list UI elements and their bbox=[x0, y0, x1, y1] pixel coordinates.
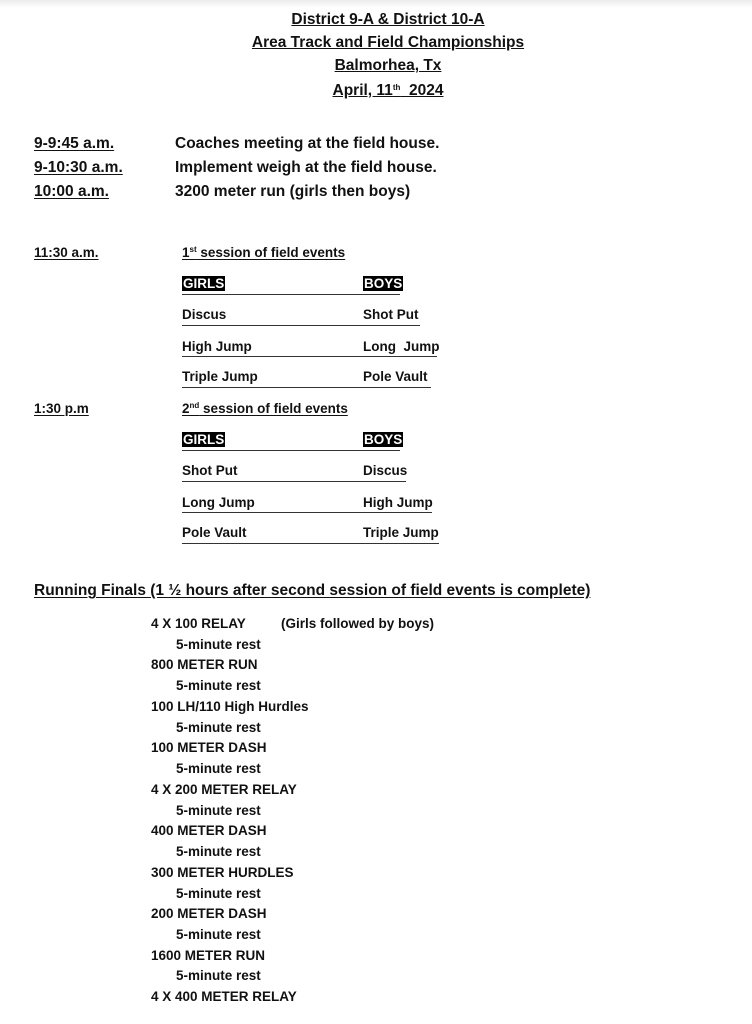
session2-time: 1:30 p.m bbox=[34, 401, 89, 416]
session1-header-rule bbox=[182, 294, 400, 295]
rest-item: 5-minute rest bbox=[176, 761, 261, 776]
running-finals-note: (Girls followed by boys) bbox=[281, 616, 435, 631]
session2-row-rule bbox=[182, 481, 406, 482]
desc-coaches-meeting: Coaches meeting at the field house. bbox=[175, 135, 440, 152]
session2-boys-header: BOYS bbox=[364, 432, 403, 447]
title-line-1: District 9-A & District 10-A bbox=[291, 11, 485, 28]
session1-girls-event-2: High Jump bbox=[182, 339, 252, 354]
session1-girls-event-3: Triple Jump bbox=[182, 369, 258, 384]
session1-row-rule bbox=[182, 325, 420, 326]
title-location: Balmorhea, Tx bbox=[334, 57, 442, 74]
event-400-meter-dash: 400 METER DASH bbox=[151, 823, 267, 838]
event-4x100-relay: 4 X 100 RELAY bbox=[151, 616, 246, 631]
session1-time: 11:30 a.m. bbox=[34, 245, 99, 260]
desc-implement-weigh: Implement weigh at the field house. bbox=[175, 159, 437, 176]
rest-item: 5-minute rest bbox=[176, 637, 261, 652]
session1-boys-event-1: Shot Put bbox=[363, 307, 419, 322]
session1-boys-event-3: Pole Vault bbox=[363, 369, 428, 384]
running-finals-heading: Running Finals (1 ½ hours after second session of field events is complete) bbox=[34, 582, 591, 599]
rest-item: 5-minute rest bbox=[176, 968, 261, 983]
session1-title: 1st session of field events bbox=[182, 245, 346, 260]
title-date: April, 11th 2024 bbox=[332, 82, 444, 99]
session1-boys-header: BOYS bbox=[364, 276, 403, 291]
session2-girls-event-1: Shot Put bbox=[182, 463, 238, 478]
time-3200-run: 10:00 a.m. bbox=[34, 183, 109, 200]
session2-row-rule bbox=[182, 512, 432, 513]
session2-boys-event-3: Triple Jump bbox=[363, 525, 439, 540]
session2-boys-event-1: Discus bbox=[363, 463, 408, 478]
session1-girls-event-1: Discus bbox=[182, 307, 227, 322]
event-100-meter-dash: 100 METER DASH bbox=[151, 740, 267, 755]
session2-row-rule bbox=[182, 543, 439, 544]
session2-header-rule bbox=[182, 450, 400, 451]
rest-item: 5-minute rest bbox=[176, 678, 261, 693]
time-implement-weigh: 9-10:30 a.m. bbox=[34, 159, 123, 176]
page-top-shadow bbox=[0, 0, 752, 8]
desc-3200-run: 3200 meter run (girls then boys) bbox=[175, 183, 411, 200]
title-line-2: Area Track and Field Championships bbox=[251, 34, 525, 51]
event-800-meter-run: 800 METER RUN bbox=[151, 657, 258, 672]
session2-boys-event-2: High Jump bbox=[363, 495, 433, 510]
event-200-meter-dash: 200 METER DASH bbox=[151, 906, 267, 921]
rest-item: 5-minute rest bbox=[176, 720, 261, 735]
event-hurdles: 100 LH/110 High Hurdles bbox=[151, 699, 309, 714]
session2-girls-event-2: Long Jump bbox=[182, 495, 255, 510]
session1-boys-event-2: Long Jump bbox=[363, 339, 440, 354]
event-4x400-relay: 4 X 400 METER RELAY bbox=[151, 989, 297, 1004]
time-coaches-meeting: 9-9:45 a.m. bbox=[34, 135, 115, 152]
session2-title: 2nd session of field events bbox=[182, 401, 348, 416]
session1-row-rule bbox=[182, 387, 431, 388]
event-300-meter-hurdles: 300 METER HURDLES bbox=[151, 865, 294, 880]
session1-girls-header: GIRLS bbox=[183, 276, 225, 291]
rest-item: 5-minute rest bbox=[176, 803, 261, 818]
rest-item: 5-minute rest bbox=[176, 844, 261, 859]
session1-row-rule bbox=[182, 356, 437, 357]
session2-girls-event-3: Pole Vault bbox=[182, 525, 247, 540]
event-1600-meter-run: 1600 METER RUN bbox=[151, 948, 266, 963]
event-4x200-relay: 4 X 200 METER RELAY bbox=[151, 782, 297, 797]
rest-item: 5-minute rest bbox=[176, 927, 261, 942]
session2-girls-header: GIRLS bbox=[183, 432, 225, 447]
rest-item: 5-minute rest bbox=[176, 886, 261, 901]
